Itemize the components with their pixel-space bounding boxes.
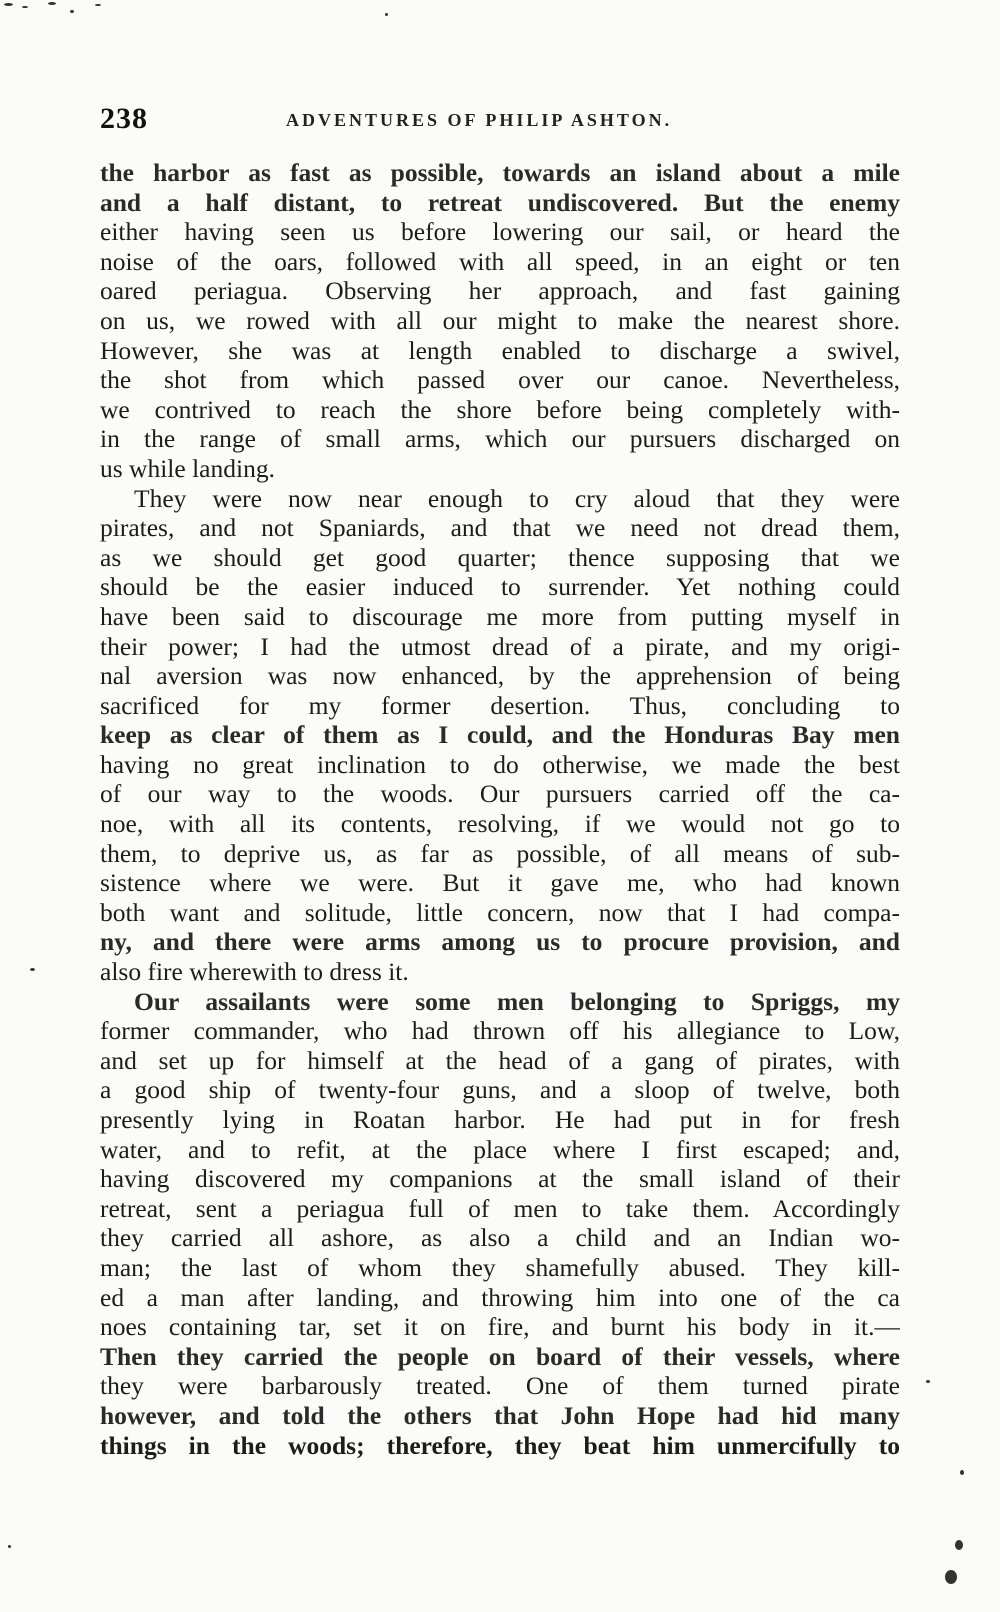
text-line: ny, and there were arms among us to procure provision, and (100, 927, 900, 957)
body-text (100, 158, 900, 1460)
ink-speck (30, 968, 35, 971)
page-header (100, 102, 920, 142)
text-line: should be the easier induced to surrender. Yet nothing could (100, 572, 900, 602)
ink-speck (955, 1540, 963, 1550)
text-line: Then they carried the people on board of their vessels, where (100, 1341, 900, 1371)
text-line: their power; I had the utmost dread of a pirate, and my origi- (100, 631, 900, 661)
text-line: both want and solitude, little concern, now that I had compa- (100, 897, 900, 927)
paragraph-3 (100, 987, 900, 1461)
ink-speck (48, 2, 56, 5)
ink-speck (926, 1380, 930, 1383)
text-line: keep as clear of them as I could, and the Honduras Bay men (100, 720, 900, 750)
text-line: noes containing tar, set it on fire, and burnt his body in it.— (100, 1312, 900, 1342)
paragraph-2 (100, 484, 900, 987)
text-line: they were barbarously treated. One of them turned pirate (100, 1371, 900, 1401)
text-line: have been said to discourage me more from putting myself in (100, 601, 900, 631)
text-line: nal aversion was now enhanced, by the apprehension of being (100, 661, 900, 691)
text-line: having no great inclination to do otherwise, we made the best (100, 749, 900, 779)
ink-speck (960, 1470, 964, 1475)
text-line: Our assailants were some men belonging to Spriggs, my (134, 986, 900, 1016)
page-number: 238 (100, 102, 148, 135)
text-line: the shot from which passed over our canoe. Nevertheless, (100, 365, 900, 395)
text-line: They were now near enough to cry aloud that they were (134, 483, 900, 513)
paragraph-1 (100, 158, 900, 484)
text-line: noise of the oars, followed with all speed, in an eight or ten (100, 246, 900, 276)
ink-speck (4, 3, 13, 6)
text-line: they carried all ashore, as also a child and an Indian wo- (100, 1223, 900, 1253)
text-line: things in the woods; therefore, they beat him unmercifully to (100, 1430, 900, 1460)
text-line: in the range of small arms, which our pursuers discharged on (100, 424, 900, 454)
text-line: as we should get good quarter; thence supposing that we (100, 542, 900, 572)
text-line: a good ship of twenty-four guns, and a sloop of twelve, both (100, 1075, 900, 1105)
ink-speck (8, 1545, 11, 1548)
text-line: retreat, sent a periagua full of men to take them. Accordingly (100, 1193, 900, 1223)
text-line: we contrived to reach the shore before being completely with- (100, 394, 900, 424)
text-line: us while landing. (100, 453, 275, 483)
ink-speck (945, 1570, 957, 1584)
text-line: presently lying in Roatan harbor. He had put in for fresh (100, 1105, 900, 1134)
text-line: sistence where we were. But it gave me, who had known (100, 868, 900, 898)
text-line: water, and to refit, at the place where I first escaped; and, (100, 1134, 900, 1164)
text-line: sacrificed for my former desertion. Thus, concluding to (100, 690, 900, 720)
text-line: ed a man after landing, and throwing him into one of the ca (100, 1282, 900, 1312)
text-line: However, she was at length enabled to discharge a swivel, (100, 335, 900, 365)
ink-speck (95, 4, 101, 6)
text-line: on us, we rowed with all our might to make the nearest shore. (100, 305, 900, 335)
text-line: them, to deprive us, as far as possible, of all means of sub- (100, 838, 900, 868)
text-line: either having seen us before lowering our sail, or heard the (100, 217, 900, 247)
text-line: man; the last of whom they shamefully abused. They kill- (100, 1252, 900, 1282)
ink-speck (22, 6, 28, 8)
running-head: ADVENTURES OF PHILIP ASHTON. (286, 110, 673, 130)
text-line: noe, with all its contents, resolving, if we would not go to (100, 809, 900, 839)
text-line: also fire wherewith to dress it. (100, 957, 409, 987)
ink-speck (385, 13, 388, 16)
text-line: oared periagua. Observing her approach, and fast gaining (100, 276, 900, 306)
text-line: and set up for himself at the head of a gang of pirates, with (100, 1045, 900, 1075)
text-line: and a half distant, to retreat undiscovered. But the enemy (100, 187, 900, 217)
text-line: former commander, who had thrown off his allegiance to Low, (100, 1016, 900, 1046)
text-line: the harbor as fast as possible, towards an island about a mile (100, 158, 900, 187)
text-line: having discovered my companions at the small island of their (100, 1164, 900, 1194)
text-line: pirates, and not Spaniards, and that we need not dread them, (100, 513, 900, 543)
text-line: of our way to the woods. Our pursuers carried off the ca- (100, 779, 900, 809)
text-line: however, and told the others that John Hope had hid many (100, 1400, 900, 1430)
ink-speck (70, 10, 74, 13)
